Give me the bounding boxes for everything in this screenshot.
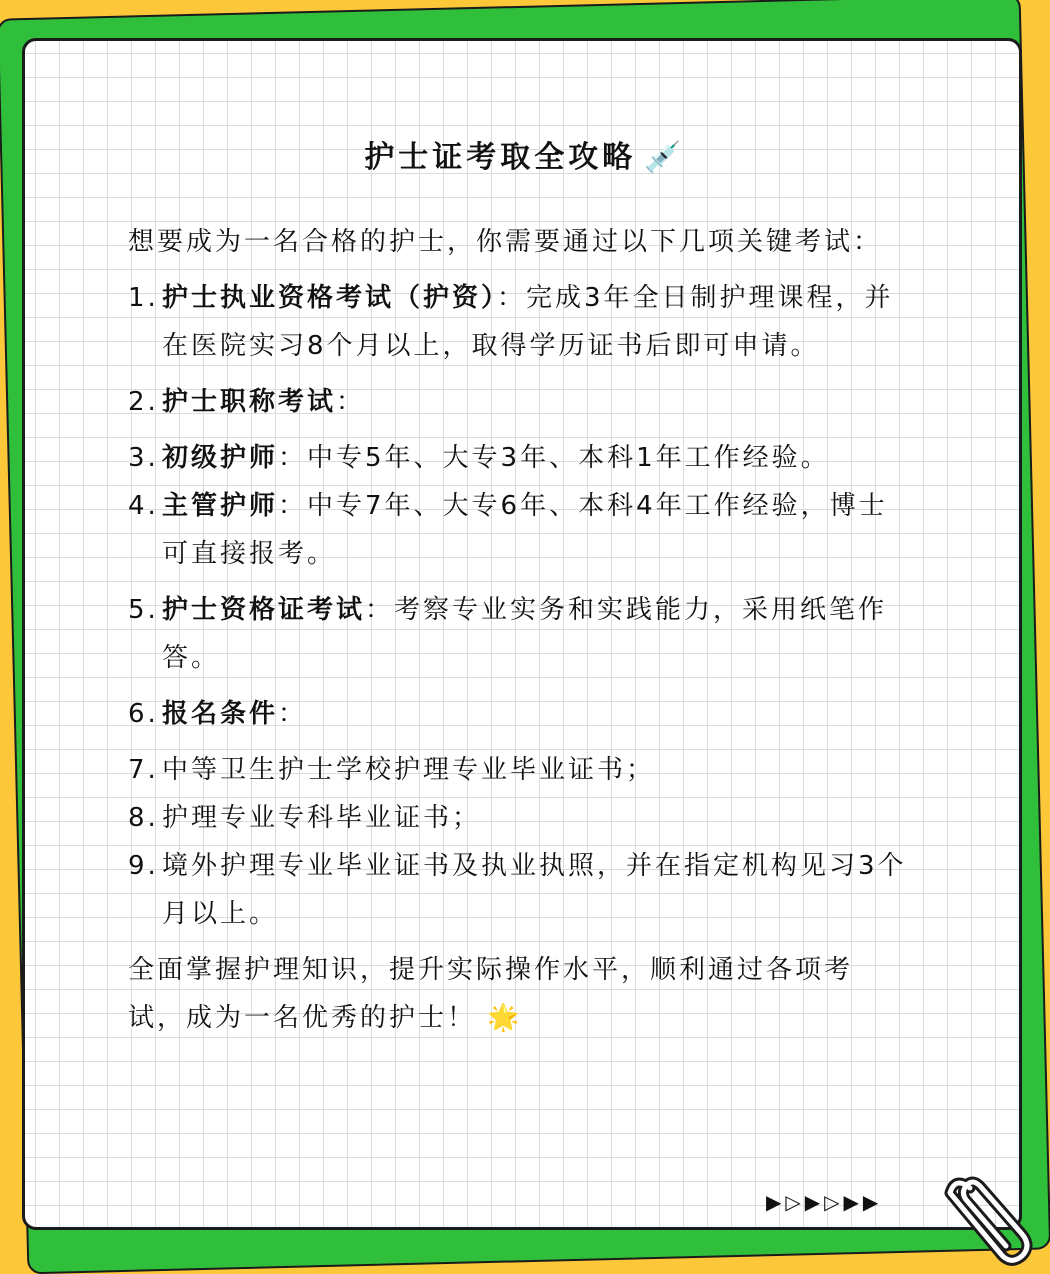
list-item-heading: 护士资格证考试 <box>162 595 366 625</box>
list-item-number: 9. <box>128 851 159 881</box>
list-item <box>128 434 908 482</box>
list-item-heading: 护士职称考试 <box>162 387 337 417</box>
list-item <box>128 842 908 938</box>
list-item <box>128 746 908 794</box>
list-item-text: 护理专业专科毕业证书； <box>162 803 482 833</box>
list-item-text: ：中专5年、大专3年、本科1年工作经验。 <box>278 443 830 473</box>
list-item-text: ：考察专业实务和实践能力，采用纸笔作答。 <box>162 595 888 673</box>
arrow-decoration: ▶▷▶▷▶▶ <box>766 1190 883 1214</box>
exam-list <box>128 274 908 938</box>
outro-paragraph <box>128 946 908 1042</box>
list-item-number: 3. <box>128 443 159 473</box>
list-item <box>128 274 908 370</box>
list-item <box>128 586 908 682</box>
list-item-heading: 报名条件 <box>162 699 279 729</box>
article-body <box>128 218 908 1050</box>
list-item-number: 4. <box>128 491 159 521</box>
list-item-heading: 主管护师 <box>162 491 279 521</box>
paperclip-icon <box>940 1168 1040 1268</box>
title-text: 护士证考取全攻略 <box>364 140 637 175</box>
list-item-text: 境外护理专业毕业证书及执业执照，并在指定机构见习3个月以上。 <box>162 851 907 929</box>
syringe-icon: 💉 <box>644 140 686 175</box>
intro-paragraph: 想要成为一名合格的护士，你需要通过以下几项关键考试： <box>128 227 883 257</box>
list-item-number: 7. <box>128 755 159 785</box>
outro-text: 全面掌握护理知识，提升实际操作水平，顺利通过各项考试，成为一名优秀的护士！ <box>128 955 854 1033</box>
list-item <box>128 482 908 578</box>
page-title <box>0 132 1050 176</box>
list-item-text: 中等卫生护士学校护理专业毕业证书； <box>162 755 656 785</box>
list-item <box>128 690 908 738</box>
list-item-number: 8. <box>128 803 159 833</box>
star-icon: 🌟 <box>487 1003 523 1033</box>
list-item-number: 5. <box>128 595 159 625</box>
list-item <box>128 794 908 842</box>
list-item-heading: 护士执业资格考试（护资） <box>162 283 498 313</box>
list-item-text: ： <box>278 699 308 729</box>
list-item-number: 2. <box>128 387 159 417</box>
list-item-text: ：中专7年、大专6年、本科4年工作经验，博士可直接报考。 <box>162 491 888 569</box>
list-item-heading: 初级护师 <box>162 443 279 473</box>
list-item-number: 1. <box>128 283 159 313</box>
list-item-text: ： <box>336 387 366 417</box>
list-item-text: ：完成3年全日制护理课程，并在医院实习8个月以上，取得学历证书后即可申请。 <box>162 283 894 361</box>
list-item-number: 6. <box>128 699 159 729</box>
list-item <box>128 378 908 426</box>
